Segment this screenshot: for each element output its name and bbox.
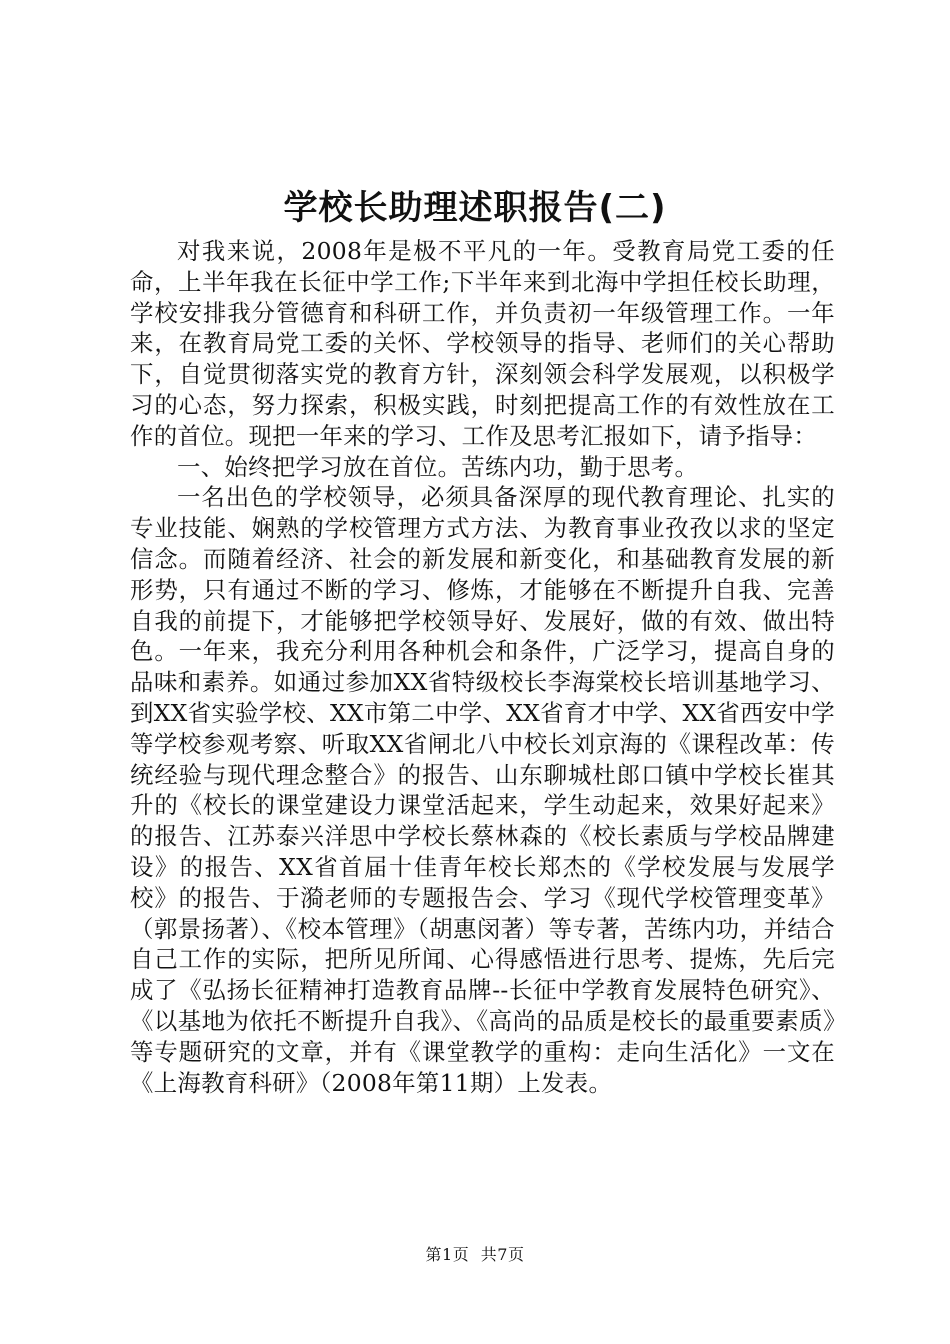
paragraph-learning: 一名出色的学校领导，必须具备深厚的现代教育理论、扎实的专业技能、娴熟的学校管理方式方法、为教育事业孜孜以求的坚定信念。而随着经济、社会的新发展和新变化，和基础教育发展的新形势，只有通过不断的学习、修炼，才能够在不断提升自我、完善自我的前提下，才能够把学校领导好、发展好，做的有效、做出特色。一年来，我充分利用各种机会和条件，广泛学习，提高自身的品味和素养。如通过参加XX省特级校长李海棠校长培训基地学习、到XX省实验学校、XX市第二中学、XX省育才中学、XX省西安中学等学校参观考察、听取XX省闸北八中校长刘京海的《课程改革：传统经验与现代理念整合》的报告、山东聊城杜郎口镇中学校长崔其升的《校长的课堂建设力课堂活起来，学生动起来，效果好起来》的报告、江苏泰兴洋思中学校长蔡林森的《校长素质与学校品牌建设》的报告、XX省首届十佳青年校长郑杰的《学校发展与发展学校》的报告、于漪老师的专题报告会、学习《现代学校管理变革》（郭景扬著）、《校本管理》（胡惠闵著）等专著，苦练内功，并结合自己工作的实际，把所见所闻、心得感悟进行思考、提炼，先后完成了《弘扬长征精神打造教育品牌--长征中学教育发展特色研究》、《以基地为依托不断提升自我》、《高尚的品质是校长的最重要素质》等专题研究的文章，并有《课堂教学的重构：走向生活化》一文在《上海教育科研》（2008年第11期）上发表。 <box>130 483 835 1097</box>
page-footer <box>0 1245 950 1265</box>
page-total: 共7页 <box>480 1245 525 1264</box>
document-title: 学校长助理述职报告(二) <box>283 188 667 228</box>
paragraph-section-heading: 一、始终把学习放在首位。苦练内功，勤于思考。 <box>177 452 699 481</box>
paragraph-intro: 对我来说，2008年是极不平凡的一年。受教育局党工委的任命，上半年我在长征中学工作;下半年来到北海中学担任校长助理，学校安排我分管德育和科研工作，并负责初一年级管理工作。一年来，在教育局党工委的关怀、学校领导的指导、老师们的关心帮助下，自觉贯彻落实党的教育方针，深刻领会科学发展观，以积极学习的心态，努力探索，积极实践，时刻把提高工作的有效性放在工作的首位。现把一年来的学习、工作及思考汇报如下，请予指导： <box>130 237 835 450</box>
page-number: 第1页 <box>425 1245 470 1264</box>
document-body <box>130 236 835 1098</box>
